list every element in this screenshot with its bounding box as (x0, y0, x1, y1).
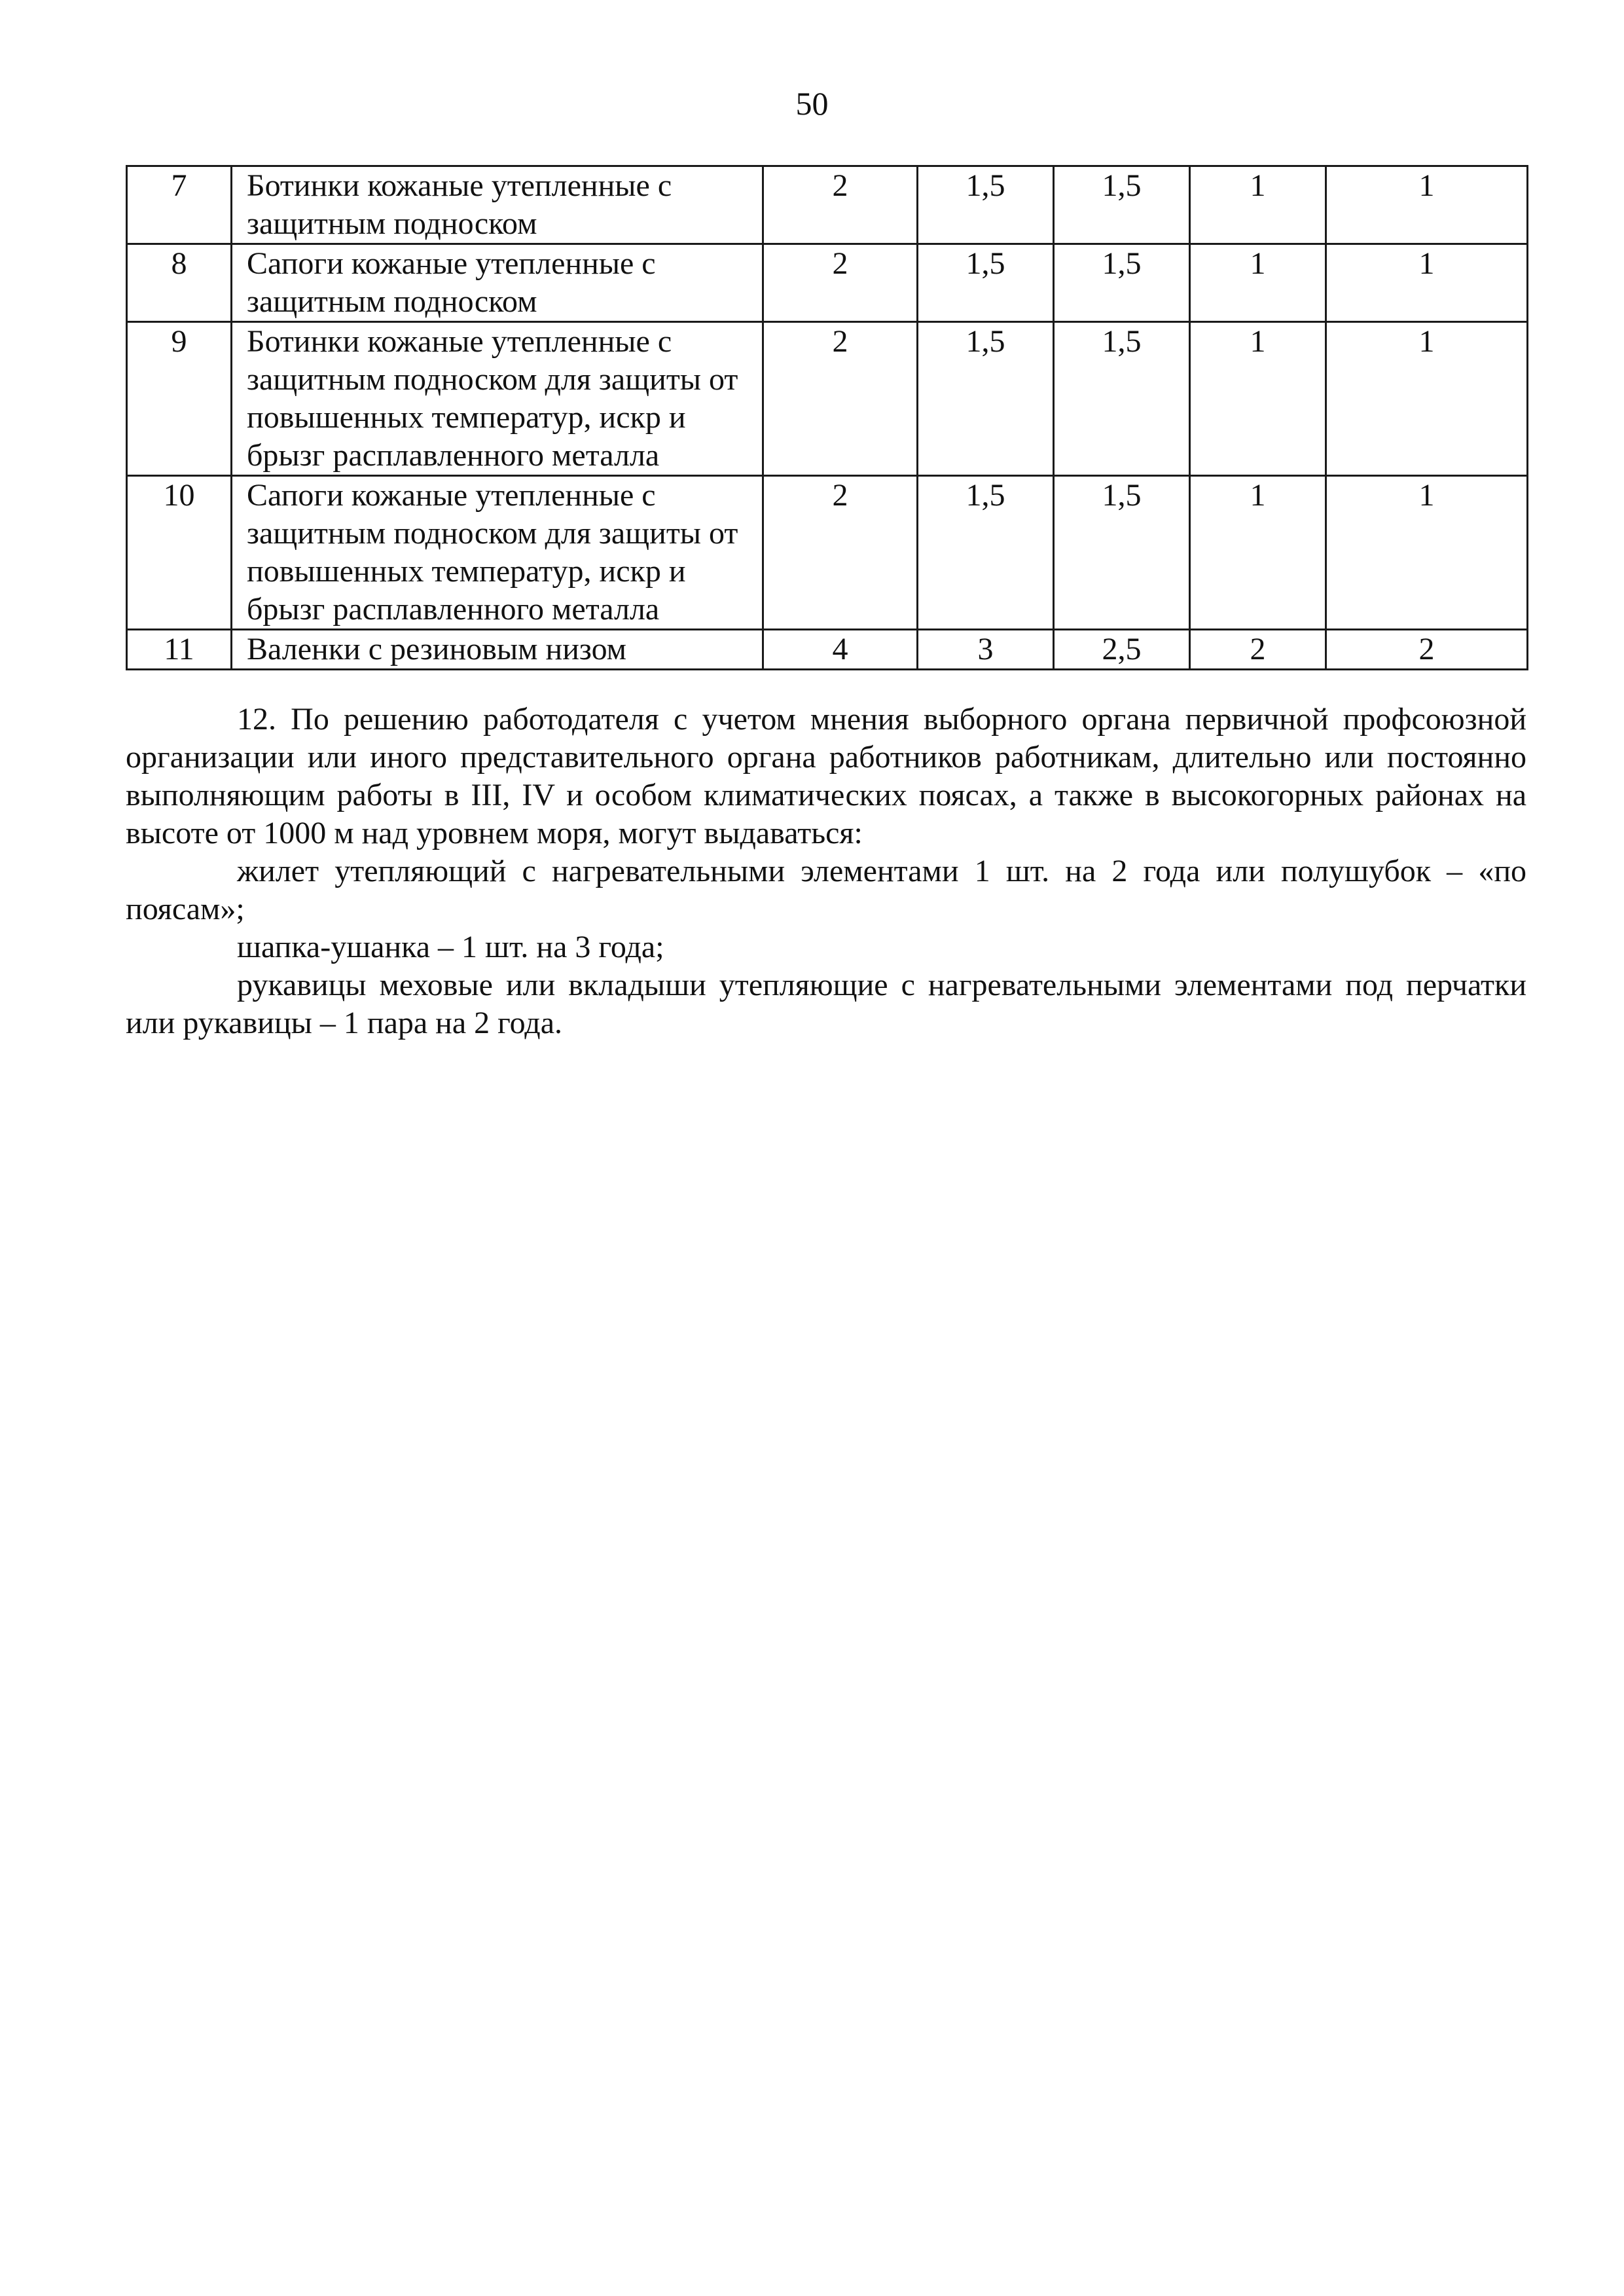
table-row (127, 322, 1528, 476)
value-cell: 1 (1326, 322, 1528, 476)
table-row (127, 166, 1528, 244)
value-cell: 2 (763, 244, 918, 322)
item-name: Валенки с резиновым низом (232, 630, 763, 670)
table-row (127, 476, 1528, 630)
value-cell: 1,5 (918, 476, 1054, 630)
value-cell: 1 (1190, 476, 1326, 630)
value-cell: 1,5 (1054, 322, 1190, 476)
value-cell: 1 (1190, 166, 1326, 244)
paragraph: жилет утепляющий с нагревательными элементами 1 шт. на 2 года или полушубок – «по поясам»; (126, 854, 1526, 926)
value-cell: 2 (763, 322, 918, 476)
row-number: 8 (127, 244, 232, 322)
paragraph: 12. По решению работодателя с учетом мнения выборного органа первичной профсоюзной организации или иного представительного органа работников работникам, длительно или постоянно выполняющим работы в III, IV и особом климатических поясах, а также в высокогорных районах на высоте от 1000 м над уровнем моря, могут выдаваться: (126, 702, 1526, 850)
paragraph: рукавицы меховые или вкладыши утепляющие с нагревательными элементами под перчатки или рукавицы – 1 пара на 2 года. (126, 968, 1526, 1040)
value-cell: 2 (763, 166, 918, 244)
value-cell: 2 (1326, 630, 1528, 670)
value-cell: 3 (918, 630, 1054, 670)
value-cell: 1 (1326, 244, 1528, 322)
value-cell: 1 (1326, 476, 1528, 630)
item-name: Сапоги кожаные утепленные с защитным подноском (232, 244, 763, 322)
page-number: 50 (795, 85, 829, 122)
value-cell: 1,5 (1054, 166, 1190, 244)
value-cell: 2,5 (1054, 630, 1190, 670)
value-cell: 1,5 (918, 166, 1054, 244)
row-number: 7 (127, 166, 232, 244)
value-cell: 1,5 (1054, 244, 1190, 322)
body-text (126, 701, 1526, 1042)
value-cell: 1 (1190, 244, 1326, 322)
items-table (126, 165, 1528, 670)
item-name: Ботинки кожаные утепленные с защитным подноском (232, 166, 763, 244)
value-cell: 1 (1190, 322, 1326, 476)
row-number: 9 (127, 322, 232, 476)
row-number: 10 (127, 476, 232, 630)
value-cell: 1,5 (918, 322, 1054, 476)
table-row (127, 630, 1528, 670)
item-name: Сапоги кожаные утепленные с защитным подноском для защиты от повышенных температур, искр и брызг расплавленного металла (232, 476, 763, 630)
value-cell: 4 (763, 630, 918, 670)
row-number: 11 (127, 630, 232, 670)
value-cell: 2 (1190, 630, 1326, 670)
item-name: Ботинки кожаные утепленные с защитным подноском для защиты от повышенных температур, искр и брызг расплавленного металла (232, 322, 763, 476)
value-cell: 1,5 (1054, 476, 1190, 630)
value-cell: 1 (1326, 166, 1528, 244)
table-row (127, 244, 1528, 322)
paragraph: шапка-ушанка – 1 шт. на 3 года; (237, 930, 664, 964)
value-cell: 1,5 (918, 244, 1054, 322)
value-cell: 2 (763, 476, 918, 630)
